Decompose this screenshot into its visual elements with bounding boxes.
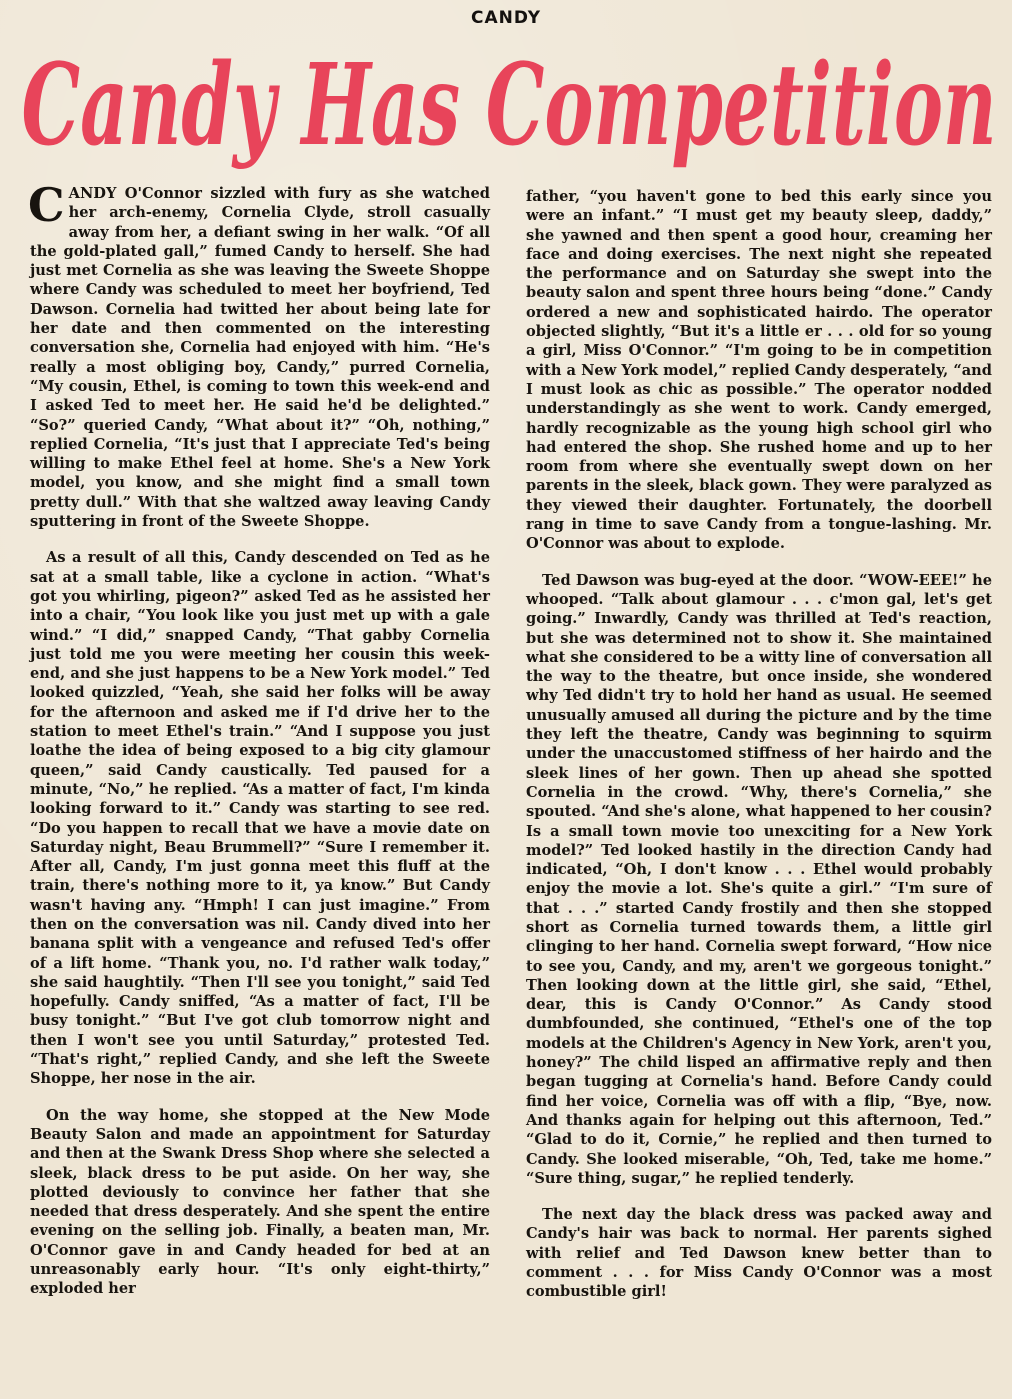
- story-paragraph-2: As a result of all this, Candy descended on Ted as he sat at a small table, like a cyclone in action. “What's got you whirling, pigeon?” asked Ted as he assisted her into a chair, “You look like you just met up with a gale wind.” “I did,” snapped Candy, “That gabby Cornelia just told me you were meeting her cousin this week-end, and she just happens to be a New York model.” Ted looked quizzled, “Yeah, she said her folks will be away for the afternoon and asked me if I'd drive her to the station to meet Ethel's train.” “And I suppose you just loathe the idea of being exposed to a big city glamour queen,” said Candy caustically. Ted paused for a minute, “No,” he replied. “As a matter of fact, I'm kinda looking forward to it.” Candy was starting to see red. “Do you happen to recall that we have a movie date on Saturday night, Beau Brummell?” “Sure I remember it. After all, Candy, I'm just gonna meet this fluff at the train, there's nothing more to it, ya know.” But Candy wasn't having any. “Hmph! I can just imagine.” From then on the conversation was nil. Candy dived into her banana split with a vengeance and refused Ted's offer of a lift home. “Thank you, no. I'd rather walk today,” she said haughtily. “Then I'll see you tonight,” said Ted hopefully. Candy sniffed, “As a matter of fact, I'll be busy tonight.” “But I've got club tomorrow night and then I won't see you until Saturday,” protested Ted. “That's right,” replied Candy, and she left the Sweete Shoppe, her nose in the air.: [30, 549, 490, 1088]
- headline-text: Candy Has Competition: [21, 40, 997, 171]
- running-head: CANDY: [470, 8, 542, 28]
- story-paragraph-3: On the way home, she stopped at the New Mode Beauty Salon and made an appointment for Saturday and then at the Swank Dress Shop where she selected a sleek, black dress to be put aside. On her way, she plotted deviously to convince her father that she needed that dress desperately. And she spent the entire evening on the selling job. Finally, a beaten man, Mr. O'Connor gave in and Candy headed for bed at an unreasonably early hour. “It's only eight-thirty,” exploded her: [30, 1106, 490, 1298]
- headline-graphic: [14, 26, 1004, 176]
- headline: [14, 26, 1004, 176]
- story-paragraph-1: [28, 178, 490, 531]
- story-paragraph-1-text: ANDY O'Connor sizzled with fury as she watched her arch-enemy, Cornelia Clyde, stroll casually away from her, a defiant swing in her walk. “Of all the gold-plated gall,” fumed Candy to herself. She had just met Cornelia as she was leaving the Sweete Shoppe where Candy was scheduled to meet her boyfriend, Ted Dawson. Cornelia had twitted her about being late for her date and then commented on the interesting conversation she, Cornelia had enjoyed with him. “He's really a most obliging boy, Candy,” purred Cornelia, “My cousin, Ethel, is coming to town this week-end and I asked Ted to meet her. He said he'd be delighted.” “So?” queried Candy, “What about it?” “Oh, nothing,” replied Cornelia, “It's just that I appreciate Ted's being willing to make Ethel feel at home. She's a New York model, you know, and she might find a small town pretty dull.” With that she waltzed away leaving Candy sputtering in front of the Sweete Shoppe.: [30, 185, 490, 531]
- story-right-column: [526, 187, 992, 1319]
- story-paragraph-5: Ted Dawson was bug-eyed at the door. “WOW-EEE!” he whooped. “Talk about glamour . . . c'mon gal, let's get going.” Inwardly, Candy was thrilled at Ted's reaction, but she was determined not to show it. She maintained what she considered to be a witty line of conversation all the way to the theatre, but once inside, she wondered why Ted didn't try to hold her hand as usual. He seemed unusually amused all during the picture and by the time they left the theatre, Candy was beginning to squirm under the unaccustomed stiffness of her hairdo and the sleek lines of her gown. Then up ahead she spotted Cornelia in the crowd. “Why, there's Cornelia,” she spouted. “And she's alone, what happened to her cousin? Is a small town movie too unexciting for a New York model?” Ted looked hastily in the direction Candy had indicated, “Oh, I don't know . . . Ethel would probably enjoy the movie a lot. She's quite a girl.” “I'm sure of that . . .” started Candy frostily and then she stopped short as Cornelia turned towards them, a little girl clinging to her hand. Cornelia swept forward, “How nice to see you, Candy, and my, aren't we gorgeous tonight.” Then looking down at the little girl, she said, “Ethel, dear, this is Candy O'Connor.” As Candy stood dumbfounded, she continued, “Ethel's one of the top models at the Children's Agency in New York, aren't you, honey?” The child lisped an affirmative reply and then began tugging at Cornelia's hand. Before Candy could find her voice, Cornelia was off with a flip, “Bye, now. And thanks again for helping out this afternoon, Ted.” “Glad to do it, Cornie,” he replied and then turned to Candy. She looked miserable, “Oh, Ted, take me home.” “Sure thing, sugar,” he replied tenderly.: [526, 571, 992, 1187]
- drop-cap: C: [28, 178, 65, 232]
- story-paragraph-6: The next day the black dress was packed away and Candy's hair was back to normal. Her parents sighed with relief and Ted Dawson knew better than to comment . . . for Miss Candy O'Connor was a most combustible girl!: [526, 1206, 992, 1301]
- story-paragraph-4: father, “you haven't gone to bed this early since you were an infant.” “I must get my beauty sleep, daddy,” she yawned and then spent a good hour, creaming her face and doing exercises. The next night she repeated the performance and on Saturday she swept into the beauty salon and spent three hours being “done.” Candy ordered a new and sophisticated hairdo. The operator objected slightly, “But it's a little er . . . old for so young a girl, Miss O'Connor.” “I'm going to be in competition with a New York model,” replied Candy desperately, “and I must look as chic as possible.” The operator nodded understandingly as she went to work. Candy emerged, hardly recognizable as the young high school girl who had entered the shop. She rushed home and up to her room from where she eventually swept down on her parents in the sleek, black gown. They were paralyzed as they viewed their daughter. Fortunately, the doorbell rang in time to save Candy from a tongue-lashing. Mr. O'Connor was about to explode.: [526, 188, 992, 553]
- story-left-column: [28, 178, 490, 1316]
